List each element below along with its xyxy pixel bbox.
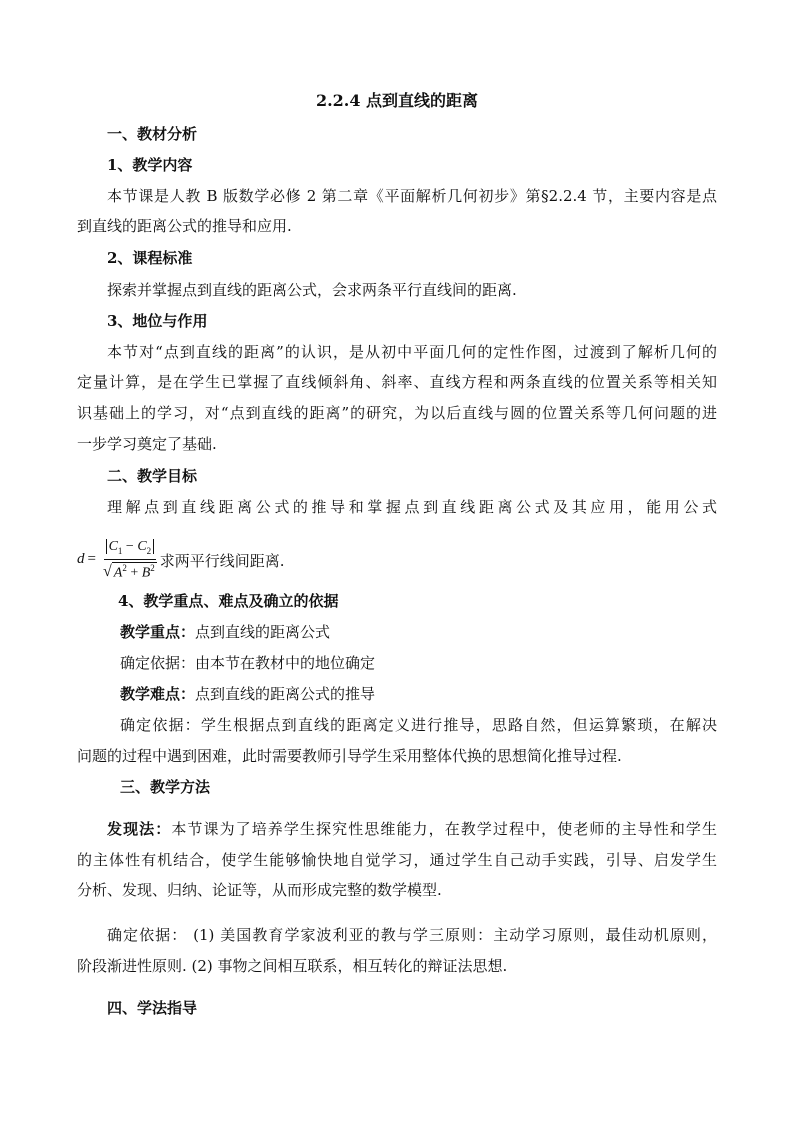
- formula-a-sup: 2: [122, 562, 127, 573]
- paragraph-4-line-1: 理解点到直线距离公式的推导和掌握点到直线距离公式及其应用，能用公式: [107, 498, 717, 516]
- subsection-1-2-heading: 2、课程标准: [107, 249, 193, 267]
- formula-c1: C: [108, 538, 118, 554]
- formula-tail-text: 求两平行线间距离.: [159, 551, 285, 570]
- formula-fraction: [103, 539, 157, 581]
- sqrt-icon: √: [102, 563, 112, 581]
- formula-abs-value: [106, 539, 155, 554]
- subsection-1-1-heading: 1、教学内容: [107, 156, 193, 174]
- section-4-heading: 四、学法指导: [107, 999, 198, 1017]
- paragraph-3-line-1: 本节对“点到直线的距离”的认识，是从初中平面几何的定性作图，过渡到了解析几何的: [107, 343, 717, 361]
- method-label: 发现法：: [107, 820, 172, 838]
- basis-1-line: 确定依据：由本节在教材中的地位确定: [120, 654, 376, 672]
- formula-c1-sub: 1: [117, 545, 123, 556]
- paragraph-3-line-2: 定量计算，是在学生已掌握了直线倾斜角、斜率、直线方程和两条直线的位置关系等相关知: [77, 373, 717, 391]
- paragraph-3-line-3: 识基础上的学习，对“点到直线的距离”的研究，为以后直线与圆的位置关系等几何问题的进: [77, 404, 717, 422]
- paragraph-1-line-1: 本节课是人教 B 版数学必修 2 第二章《平面解析几何初步》第§2.2.4 节，主要内容是点: [107, 187, 717, 205]
- basis-3-line-2: 阶段渐进性原则. (2) 事物之间相互联系，相互转化的辩证法思想.: [77, 957, 508, 975]
- formula-row: [77, 538, 285, 582]
- section-3-heading: 三、教学方法: [120, 778, 211, 796]
- section-1-heading: 一、教材分析: [107, 125, 198, 143]
- basis-3-line-1: 确定依据： (1) 美国教育学家波利亚的教与学三原则：主动学习原则，最佳动机原则，: [107, 926, 717, 944]
- method-line-1: [107, 819, 717, 839]
- formula-equals: =: [87, 551, 96, 568]
- subsection-2-4-heading: 4、教学重点、难点及确立的依据: [118, 592, 339, 610]
- basis-2-line-2: 问题的过程中遇到困难，此时需要教师引导学生采用整体代换的思想简化推导过程.: [77, 747, 622, 765]
- formula-numerator: [104, 539, 157, 560]
- formula-b-sup: 2: [150, 562, 155, 573]
- key-point-line: [120, 622, 760, 642]
- subsection-1-3-heading: 3、地位与作用: [107, 312, 208, 330]
- paragraph-2-line-1: 探索并掌握点到直线的距离公式，会求两条平行直线间的距离.: [107, 281, 517, 299]
- difficulty-text: 点到直线的距离公式的推导: [195, 685, 376, 703]
- formula-c2: C: [137, 538, 147, 554]
- method-text-1: 本节课为了培养学生探究性思维能力，在教学过程中，使老师的主导性和学生: [171, 820, 717, 838]
- key-point-label: 教学重点：: [120, 623, 196, 641]
- page-title: 2.2.4 点到直线的距离: [315, 91, 479, 110]
- formula-lhs: d: [77, 551, 85, 568]
- formula-plus: +: [126, 565, 142, 581]
- distance-formula: [77, 539, 160, 581]
- formula-a: A: [113, 565, 123, 581]
- paragraph-3-line-4: 一步学习奠定了基础.: [77, 435, 217, 453]
- formula-c2-sub: 2: [146, 545, 152, 556]
- paragraph-1-line-2: 到直线的距离公式的推导和应用.: [77, 217, 292, 235]
- formula-b: B: [141, 565, 151, 581]
- section-2-heading: 二、教学目标: [107, 467, 198, 485]
- difficulty-label: 教学难点：: [120, 685, 196, 703]
- key-point-text: 点到直线的距离公式: [195, 623, 331, 641]
- formula-denominator: [103, 560, 157, 582]
- formula-minus: −: [122, 538, 138, 554]
- formula-radicand: [112, 562, 157, 582]
- method-line-2: 的主体性有机结合，使学生能够愉快地自觉学习，通过学生自己动手实践，引导、启发学生: [77, 851, 717, 869]
- method-line-3: 分析、发现、归纳、论证等，从而形成完整的数学模型.: [77, 881, 442, 899]
- difficulty-line: [120, 684, 760, 704]
- basis-2-line-1: 确定依据：学生根据点到直线的距离定义进行推导，思路自然，但运算繁琐，在解决: [120, 716, 717, 734]
